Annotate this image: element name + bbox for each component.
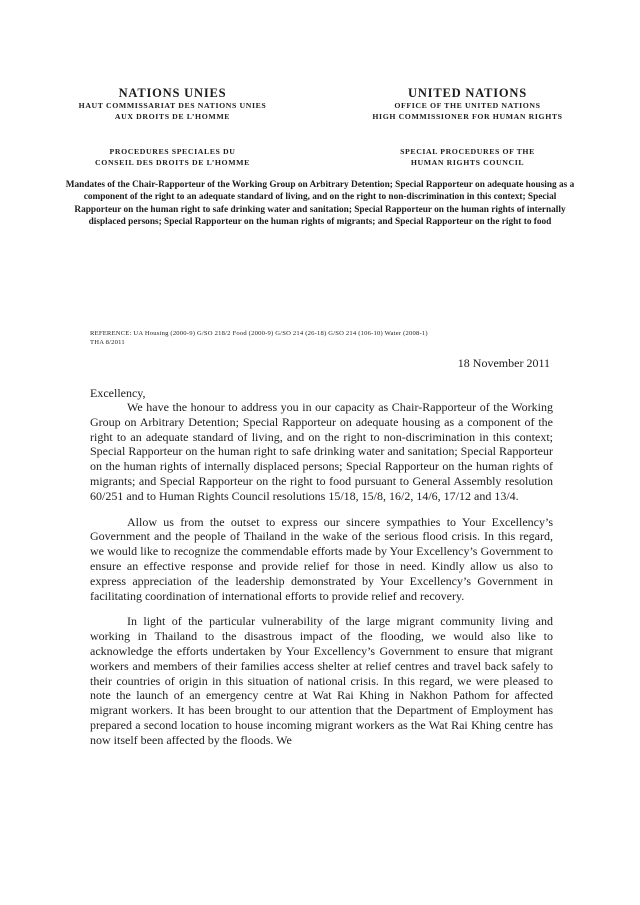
office-name-english-line2: HIGH COMMISSIONER FOR HUMAN RIGHTS <box>372 111 563 121</box>
procedures-english-line2: HUMAN RIGHTS COUNCIL <box>410 157 525 167</box>
procedures-french-line2: CONSEIL DES DROITS DE L’HOMME <box>95 157 250 167</box>
procedures-english-line1: SPECIAL PROCEDURES OF THE <box>400 147 535 156</box>
paragraph-3: In light of the particular vulnerability of the large migrant community living and working in Thailand to the disastrous impact of the flooding, we would also like to acknowledge the efforts undertaken by Your Excellency’s Government to ensure that migrant workers and members of their families access shelter at relief centres and travel back safely to their countries of origin in this situation of national crisis. In this regard, we were pleased to note the launch of an emergency centre at Wat Rai Khing in Nakhon Pathom for affected migrant workers. It has been brought to our attention that the Department of Employment has prepared a second location to house incoming migrant workers as the Wat Rai Khing centre has now itself been affected by the floods. We <box>90 614 553 747</box>
office-name-french-line1: HAUT COMMISSARIAT DES NATIONS UNIES <box>78 101 267 110</box>
paragraph-1: We have the honour to address you in our capacity as Chair-Rapporteur of the Working Group on Arbitrary Detention; Special Rapporteur on adequate housing as a component of the right to an adequate standard of living, and on the right to non-discrimination in this context; Special Rapporteur on the human right to safe drinking water and sanitation; Special Rapporteur on the human rights of internally displaced persons; Special Rapporteur on the human rights of migrants; and Special Rapporteur on the right to food pursuant to General Assembly resolution 60/251 and to Human Rights Council resolutions 15/18, 15/8, 16/2, 14/6, 17/12 and 13/4. <box>90 400 553 503</box>
letterhead-french <box>55 86 290 168</box>
procedures-french-line1: PROCEDURES SPECIALES DU <box>109 147 236 156</box>
reference-line-1: REFERENCE: UA Housing (2000-9) G/SO 218/2 Food (2000-9) G/SO 214 (26-18) G/SO 214 (106-10) Water (2008-1) <box>90 330 428 337</box>
office-name-french-line2: AUX DROITS DE L’HOMME <box>114 111 231 121</box>
org-name-french: NATIONS UNIES <box>118 86 227 100</box>
reference-line-2: THA 8/2011 <box>90 339 125 346</box>
mandates-statement: Mandates of the Chair-Rapporteur of the Working Group on Arbitrary Detention; Special Rapporteur on adequate housing as a component of the right to an adequate standard of living, and on the right to non-discrimination in this context; Special Rapporteur on the human right to safe drinking water and sanitation; Special Rapporteur on the human rights of internally displaced persons; Special Rapporteur on the human rights of migrants; and Special Rapporteur on the right to food <box>65 180 575 227</box>
letter-body <box>90 400 553 759</box>
reference-block <box>90 329 520 347</box>
letterhead-english <box>350 86 585 168</box>
salutation: Excellency, <box>90 386 146 400</box>
org-name-english: UNITED NATIONS <box>408 86 527 100</box>
letter-date: 18 November 2011 <box>457 356 550 370</box>
office-name-english-line1: OFFICE OF THE UNITED NATIONS <box>394 101 541 110</box>
letterhead-spacer <box>55 122 290 147</box>
letterhead-spacer <box>350 122 585 147</box>
paragraph-2: Allow us from the outset to express our sincere sympathies to Your Excellency’s Government and the people of Thailand in the wake of the serious flood crisis. In this regard, we would like to recognize the commendable efforts made by Your Excellency’s Government to ensure an effective response and provide relief for those in need. Kindly allow us also to express appreciation of the leadership demonstrated by Your Excellency’s Government in facilitating coordination of international efforts to provide relief and recovery. <box>90 514 553 603</box>
